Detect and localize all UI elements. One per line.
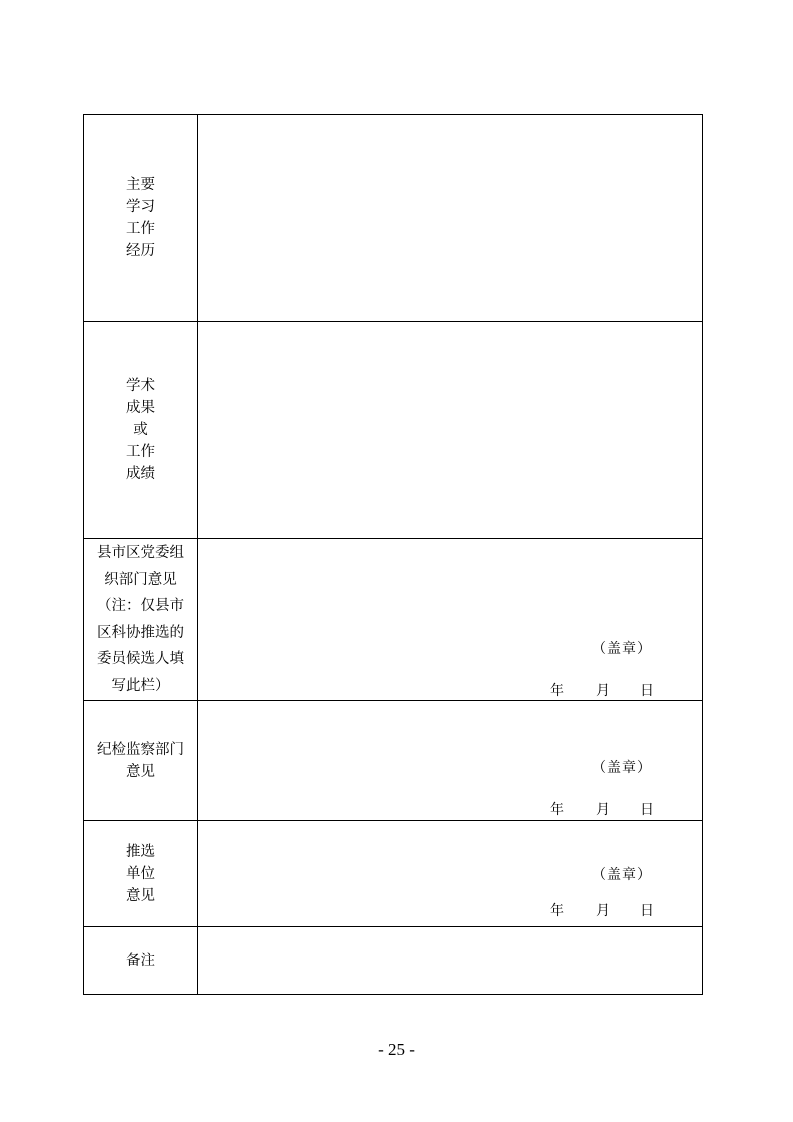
label-line: 推选 (126, 843, 155, 860)
label-line: 学习 (126, 199, 155, 215)
date-day: 日 (640, 903, 654, 919)
label-line: 或 (133, 422, 148, 438)
label-discipline-opinion (84, 701, 198, 821)
label-line: 县市区党委组 (97, 545, 184, 561)
label-line: 经历 (126, 243, 155, 259)
recommendation-form-table (83, 114, 703, 995)
label-line: 纪检监察部门 (97, 741, 184, 758)
page-number: - 25 - (378, 1040, 415, 1059)
label-remarks (84, 927, 198, 995)
date-year: 年 (550, 683, 564, 699)
label-line: 意见 (126, 763, 155, 780)
label-line: 主要 (126, 177, 155, 193)
label-line: （注：仅县市 (97, 598, 184, 614)
date-month: 月 (596, 683, 610, 699)
field-discipline-opinion[interactable] (198, 701, 703, 821)
row-achievements (84, 322, 703, 539)
row-study-work-history (84, 115, 703, 322)
date-line (550, 900, 654, 920)
date-month: 月 (596, 802, 610, 818)
date-year: 年 (550, 802, 564, 818)
date-day: 日 (640, 683, 654, 699)
date-year: 年 (550, 903, 564, 919)
label-study-work-history (84, 115, 198, 322)
label-unit-opinion (84, 821, 198, 927)
seal-text: （盖章） (592, 760, 652, 776)
row-organization-opinion (84, 539, 703, 701)
field-study-work-history[interactable] (198, 115, 703, 322)
label-line: 工作 (126, 221, 155, 237)
date-line (550, 799, 654, 819)
label-organization-opinion (84, 539, 198, 701)
row-remarks (84, 927, 703, 995)
row-discipline-opinion (84, 701, 703, 821)
field-unit-opinion[interactable] (198, 821, 703, 927)
label-line: 织部门意见 (104, 571, 177, 588)
label-line: 工作 (126, 444, 155, 460)
label-line: 学术 (126, 378, 155, 394)
field-achievements[interactable] (198, 322, 703, 539)
field-remarks[interactable] (198, 927, 703, 995)
label-line: 区科协推选的 (97, 624, 184, 641)
label-line: 写此栏） (111, 677, 170, 694)
label-line: 委员候选人填 (97, 651, 184, 667)
date-line (550, 680, 654, 700)
label-line: 备注 (126, 952, 155, 969)
label-achievements (84, 322, 198, 539)
row-unit-opinion (84, 821, 703, 927)
label-line: 成果 (126, 400, 155, 416)
date-day: 日 (640, 802, 654, 818)
label-line: 成绩 (126, 466, 155, 482)
field-organization-opinion[interactable] (198, 539, 703, 701)
label-line: 意见 (126, 887, 155, 904)
label-line: 单位 (126, 865, 155, 882)
seal-text: （盖章） (592, 641, 652, 657)
date-month: 月 (596, 903, 610, 919)
seal-text: （盖章） (592, 867, 652, 883)
